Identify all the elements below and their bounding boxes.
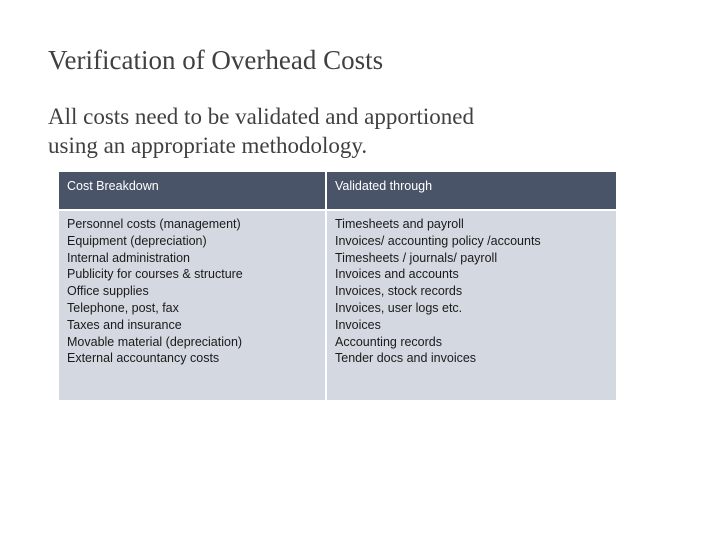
table-header-row — [59, 172, 616, 210]
validation-item: Invoices — [335, 317, 381, 332]
cost-item: Office supplies — [67, 284, 149, 299]
table-row — [59, 210, 616, 400]
cost-item: Telephone, post, fax — [67, 300, 179, 315]
validation-item: Tender docs and invoices — [335, 351, 477, 366]
validation-item: Invoices, user logs etc. — [335, 300, 463, 315]
validation-item: Invoices and accounts — [335, 267, 459, 282]
header-validated-through: Validated through — [326, 172, 616, 210]
validation-item: Timesheets and payroll — [335, 217, 464, 231]
cost-validation-table — [59, 172, 616, 400]
body-text-line-1: All costs need to be validated and apportioned — [48, 104, 475, 129]
validation-item: Timesheets / journals/ payroll — [335, 250, 498, 265]
validation-item: Invoices, stock records — [335, 284, 463, 299]
cost-item: Movable material (depreciation) — [67, 334, 243, 349]
page-title: Verification of Overhead Costs — [48, 45, 384, 75]
validation-items-cell — [326, 210, 616, 400]
cost-item: Publicity for courses & structure — [67, 267, 243, 282]
body-text-line-2: using an appropriate methodology. — [48, 133, 368, 158]
cost-item: Internal administration — [67, 250, 190, 265]
cost-item: External accountancy costs — [67, 351, 220, 366]
cost-item: Taxes and insurance — [67, 317, 182, 332]
validation-item: Invoices/ accounting policy /accounts — [335, 233, 541, 248]
cost-item: Personnel costs (management) — [67, 217, 241, 231]
body-text — [48, 102, 668, 160]
cost-items-cell — [59, 210, 326, 400]
header-cost-breakdown: Cost Breakdown — [59, 172, 326, 210]
cost-item: Equipment (depreciation) — [67, 233, 207, 248]
validation-item: Accounting records — [335, 334, 443, 349]
